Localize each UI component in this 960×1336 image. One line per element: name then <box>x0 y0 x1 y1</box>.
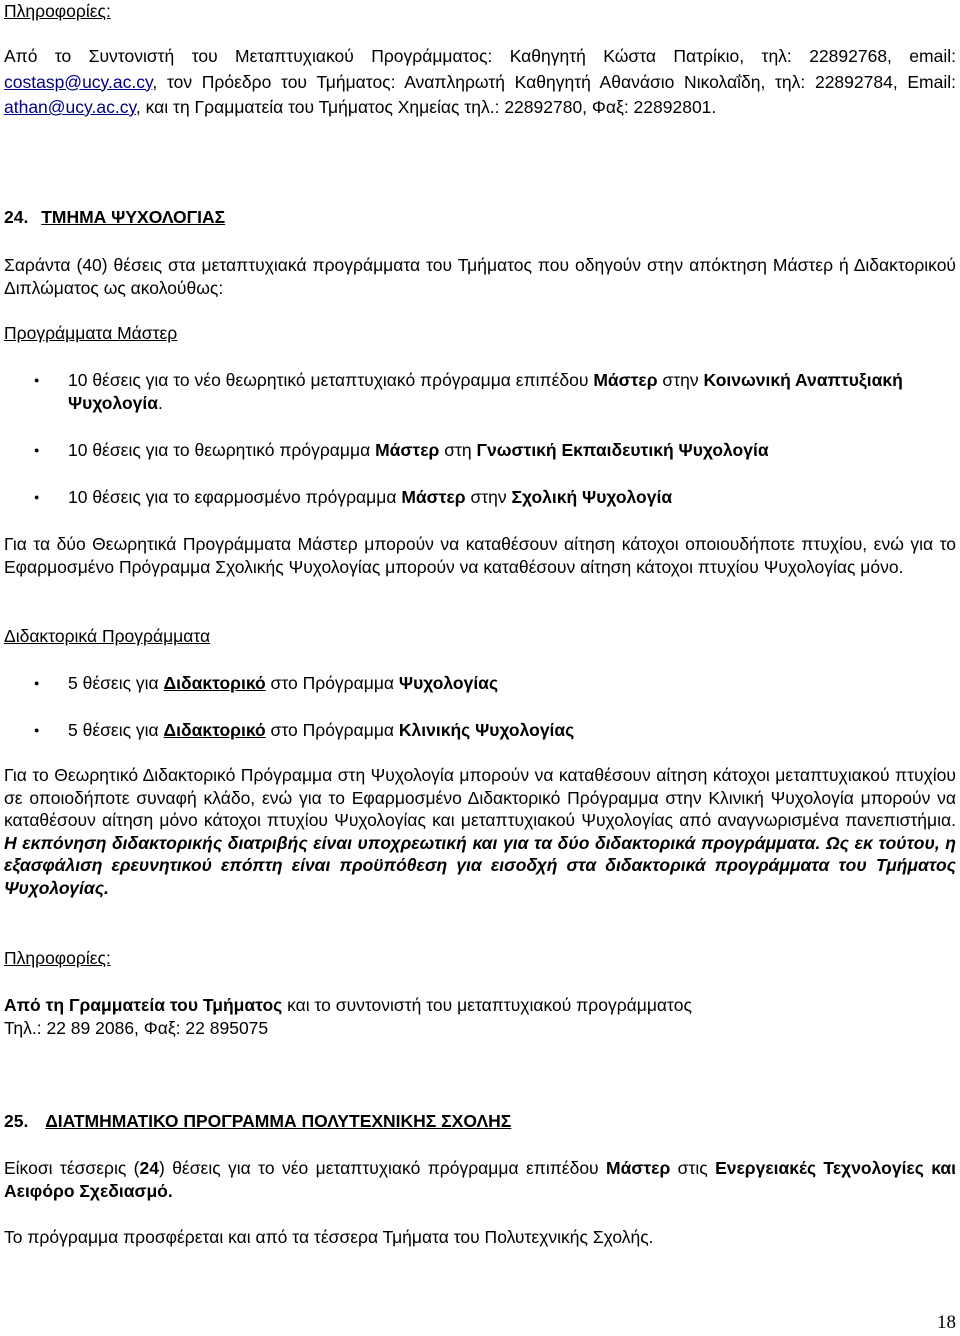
masters-heading: Προγράμματα Μάστερ <box>4 323 178 343</box>
section-24-intro: Σαράντα (40) θέσεις στα μεταπτυχιακά προγράμματα του Τμήματος που οδηγούν στην απόκτηση Μάστερ ή Διδακτορικού Διπλώματος ως ακολούθως: <box>4 255 956 298</box>
info-label-24: Πληροφορίες: <box>4 948 111 968</box>
phd-note: Για το Θεωρητικό Διδακτορικό Πρόγραμμα στη Ψυχολογία μπορούν να καταθέσουν αίτηση κάτοχοι μεταπτυχιακού πτυχίου σε οποιοδήποτε συναφή κλάδο, ενώ για το Εφαρμοσμένο Διδακτορικό Πρόγραμμα στην Κλινική Ψυχολογία μπορούν να καταθέσουν αίτηση μόνο κάτοχοι πτυχίου Ψυχολογίας και μεταπτυχιακού Ψυχολογίας από αναγνωρισμένα πανεπιστήμια. Η εκπόνηση διδακτορικής διατριβής είναι υποχρεωτική και για τα δύο διδακτορικά προγράμματα. Ως εκ τούτου, η εξασφάλιση ερευνητικού επόπτη είναι προϋπόθεση για εισοδχή στα διδακτορικά προγράμματα του Τμήματος Ψυχολογίας. <box>4 765 956 898</box>
phd-item-1: ● 5 θέσεις για Διδακτορικό στο Πρόγραμμα Ψυχολογίας <box>68 672 956 695</box>
section-25-heading: 25. ΔΙΑΤΜΗΜΑΤΙΚΟ ΠΡΟΓΡΑΜΜΑ ΠΟΛΥΤΕΧΝΙΚΗΣ ΣΧΟΛΗΣ <box>4 1111 512 1131</box>
masters-note: Για τα δύο Θεωρητικά Προγράμματα Μάστερ μπορούν να καταθέσουν αίτηση κάτοχοι οποιουδήποτε πτυχίου, ενώ για το Εφαρμοσμένο Πρόγραμμα Σχολικής Ψυχολογίας μπορούν να καταθέσουν αίτηση κάτοχοι πτυχίου Ψυχολογίας μόνο. <box>4 534 956 577</box>
info-label-23: Πληροφορίες: <box>4 1 111 21</box>
masters-item-1: ● 10 θέσεις για το νέο θεωρητικό μεταπτυχιακό πρόγραμμα επιπέδου Μάστερ στην Κοινωνική Αναπτυξιακή Ψυχολογία. <box>68 369 956 414</box>
phone-line-24: Τηλ.: 22 89 2086, Φαξ: 22 895075 <box>4 1018 269 1038</box>
masters-item-2: ● 10 θέσεις για το θεωρητικό πρόγραμμα Μάστερ στη Γνωστική Εκπαιδευτική Ψυχολογία <box>68 439 956 462</box>
phd-heading: Διδακτορικά Προγράμματα <box>4 626 211 646</box>
contact-paragraph-24: Από τη Γραμματεία του Τμήματος και το συντονιστή του μεταπτυχιακού προγράμματος <box>4 995 692 1015</box>
section-24-heading: 24. ΤΜΗΜΑ ΨΥΧΟΛΟΓΙΑΣ <box>4 207 226 227</box>
phd-item-2: ● 5 θέσεις για Διδακτορικό στο Πρόγραμμα Κλινικής Ψυχολογίας <box>68 719 956 742</box>
email-link-costasp[interactable]: costasp@ucy.ac.cy <box>4 71 153 92</box>
email-link-athan[interactable]: athan@ucy.ac.cy <box>4 97 136 117</box>
section-24-title: ΤΜΗΜΑ ΨΥΧΟΛΟΓΙΑΣ <box>41 207 226 227</box>
section-25-paragraph-1: Είκοσι τέσσερις (24) θέσεις για το νέο μεταπτυχιακό πρόγραμμα επιπέδου Μάστερ στις Ενεργειακές Τεχνολογίες και Αειφόρο Σχεδιασμό. <box>4 1158 957 1201</box>
masters-item-3: ● 10 θέσεις για το εφαρμοσμένο πρόγραμμα Μάστερ στην Σχολική Ψυχολογία <box>68 486 956 509</box>
section-25-title: ΔΙΑΤΜΗΜΑΤΙΚΟ ΠΡΟΓΡΑΜΜΑ ΠΟΛΥΤΕΧΝΙΚΗΣ ΣΧΟΛΗΣ <box>45 1111 512 1131</box>
contact-paragraph-23: Από το Συντονιστή του Μεταπτυχιακού Προγράμματος: Καθηγητή Κώστα Πατρίκιο, τηλ: 22892768, email: costasp@ucy.ac.cy, τον Πρόεδρο του Τμήματος: Αναπληρωτή Καθηγητή Αθανάσιο Νικολαΐδη, τηλ: 22892784, Email: athan@ucy.ac.cy, και τη Γραμματεία του Τμήματος Χημείας τηλ.: 22892780, Φαξ: 22892801. <box>4 46 956 117</box>
section-25-paragraph-2: Το πρόγραμμα προσφέρεται και από τα τέσσερα Τμήματα του Πολυτεχνικής Σχολής. <box>4 1227 654 1247</box>
page-number: 18 <box>937 1312 956 1333</box>
